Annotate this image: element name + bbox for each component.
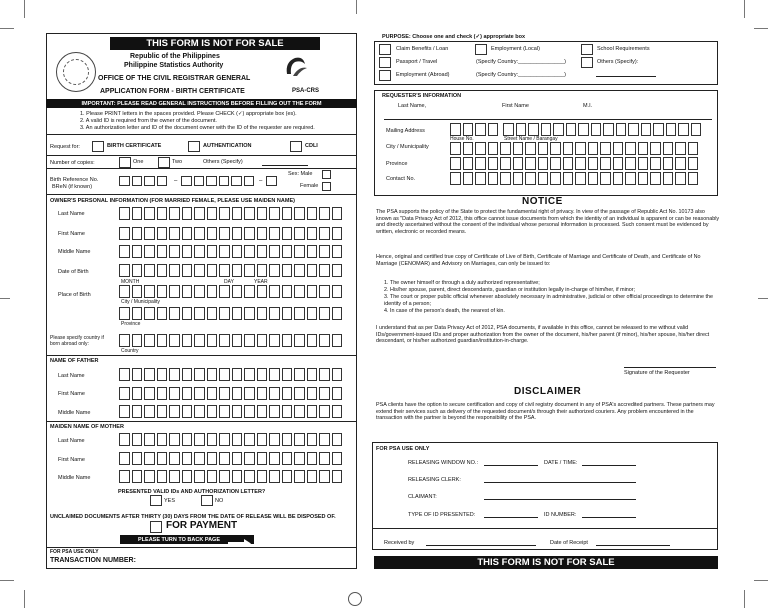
purpose-school-label: School Requirements xyxy=(597,46,650,52)
sex-male-label: Sex: Male xyxy=(288,171,313,177)
received-by-label: Received by xyxy=(384,540,415,546)
cdli-label: CDLI xyxy=(305,143,318,149)
instruction-3: 3. An authorization letter and ID of the document owner with the ID of the requester are required. xyxy=(80,125,315,131)
street-label: Street Name / Barangay xyxy=(504,136,558,142)
notice-item-1: 1. The owner himself or through a duly authorized representative; xyxy=(384,280,540,286)
owner-middle-name-boxes[interactable] xyxy=(119,245,344,258)
id-number-label: ID NUMBER: xyxy=(544,512,577,518)
birth-cert-checkbox[interactable] xyxy=(92,141,104,152)
notice-item-4: 4. In case of the person's death, the nearest of kin. xyxy=(384,308,505,314)
purpose-passport-country: (Specify Country:_______________) xyxy=(476,59,566,65)
office-text: OFFICE OF THE CIVIL REGISTRAR GENERAL xyxy=(98,75,251,82)
dob-month-label: MONTH xyxy=(121,279,140,285)
dob-boxes[interactable] xyxy=(119,264,344,277)
releasing-window-label: RELEASING WINDOW NO.: xyxy=(408,460,478,466)
purpose-claim-checkbox[interactable] xyxy=(379,44,391,55)
pob-country-boxes[interactable] xyxy=(119,334,344,347)
copies-label: Number of copies: xyxy=(50,160,95,166)
notice-paragraph-2: Hence, original and certified true copy of Certificate of Live of Birth, Certificate of Marriage and Certificate of Death, and Certificate of No Marriage (CENOMAR) and Advisory on Marriages, can only be issued to: xyxy=(376,254,701,267)
presented-no-label: NO xyxy=(215,498,224,504)
father-middle-label: Middle Name xyxy=(58,410,91,416)
house-no-label: House No. xyxy=(450,136,474,142)
psa-crs-logo-icon xyxy=(281,52,311,80)
authentication-checkbox[interactable] xyxy=(188,141,200,152)
notice-item-3: 3. The court or proper public official whenever absolutely necessary in administrative, judicial or other official proceedings to determine the identity of a person; xyxy=(384,294,714,307)
dob-label: Date of Birth xyxy=(58,269,89,275)
instruction-2: 2. A valid ID is required from the owner of the document. xyxy=(80,118,217,124)
owner-first-name-boxes[interactable] xyxy=(119,227,344,240)
mother-last-boxes[interactable] xyxy=(119,433,344,446)
form-code: PSA-CRS xyxy=(292,88,320,94)
notice-title: NOTICE xyxy=(522,196,563,207)
pob-label: Place of Birth xyxy=(58,292,91,298)
notice-item-2: 2. His/her spouse, parent, direct descendants, guardian or institution legally in-charge of him/her, if minor; xyxy=(384,287,636,293)
father-last-boxes[interactable] xyxy=(119,368,344,381)
psa-seal xyxy=(56,52,96,92)
bren-boxes-2[interactable] xyxy=(181,176,256,186)
for-payment-label: FOR PAYMENT xyxy=(166,520,238,531)
date-of-receipt-label: Date of Receipt xyxy=(550,540,588,546)
abroad-note-2: born abroad only: xyxy=(50,341,89,347)
mother-middle-label: Middle Name xyxy=(58,475,91,481)
dob-year-label: YEAR xyxy=(254,279,268,285)
purpose-passport-checkbox[interactable] xyxy=(379,57,391,68)
requester-title: REQUESTER'S INFORMATION xyxy=(382,93,462,99)
purpose-employment-abroad-checkbox[interactable] xyxy=(379,70,391,81)
purpose-others-checkbox[interactable] xyxy=(581,57,593,68)
pob-province-label: Province xyxy=(121,321,141,327)
requester-province-label: Province xyxy=(386,161,408,167)
owner-section-title: OWNER'S PERSONAL INFORMATION (FOR MARRIED FEMALE, PLEASE USE MAIDEN NAME) xyxy=(50,198,295,204)
requester-province-boxes[interactable] xyxy=(450,157,700,170)
registration-mark xyxy=(348,592,362,606)
pob-city-label: City / Municipality xyxy=(121,299,160,305)
copies-one-checkbox[interactable] xyxy=(119,157,131,168)
purpose-abroad-country: (Specify Country:_______________) xyxy=(476,72,566,78)
female-label: Female xyxy=(300,183,319,189)
purpose-claim-label: Claim Benefits / Loan xyxy=(396,46,449,52)
unclaimed-warning: UNCLAIMED DOCUMENTS AFTER THIRTY (30) DAYS FROM THE DATE OF RELEASE WILL BE DISPOSED OF. xyxy=(50,514,336,520)
father-section-title: NAME OF FATHER xyxy=(50,358,99,364)
pob-city-boxes[interactable] xyxy=(119,285,344,298)
contact-boxes[interactable] xyxy=(450,172,700,185)
purpose-employment-abroad-label: Employment (Abroad) xyxy=(396,72,450,78)
purpose-employment-local-checkbox[interactable] xyxy=(475,44,487,55)
abroad-note-1: Please specify country if xyxy=(50,335,104,341)
bren-label-2: BReN (if known) xyxy=(52,184,93,190)
purpose-passport-label: Passport / Travel xyxy=(396,59,438,65)
copies-others-label: Others (Specify) xyxy=(203,159,243,165)
owner-middle-name-label: Middle Name xyxy=(58,249,91,255)
purpose-employment-local-label: Employment (Local) xyxy=(491,46,540,52)
requester-first-label: First Name xyxy=(502,103,529,109)
requester-signature-label: Signature of the Requester xyxy=(624,370,690,376)
mother-middle-boxes[interactable] xyxy=(119,470,344,483)
house-no-boxes[interactable] xyxy=(450,123,500,136)
not-for-sale-bar-bottom: THIS FORM IS NOT FOR SALE xyxy=(374,556,718,569)
copies-two-checkbox[interactable] xyxy=(158,157,170,168)
purpose-title: PURPOSE: Choose one and check (✓) appropriate box xyxy=(382,34,526,40)
birth-cert-label: BIRTH CERTIFICATE xyxy=(107,143,162,149)
mailing-address-label: Mailing Address xyxy=(386,128,425,134)
mother-first-boxes[interactable] xyxy=(119,452,344,465)
father-middle-boxes[interactable] xyxy=(119,405,344,418)
presented-ids-question: PRESENTED VALID IDs AND AUTHORIZATION LETTER? xyxy=(118,489,266,495)
authentication-label: AUTHENTICATION xyxy=(203,143,252,149)
purpose-school-checkbox[interactable] xyxy=(581,44,593,55)
bren-label-1: Birth Reference No. xyxy=(50,177,99,183)
contact-label: Contact No. xyxy=(386,176,416,182)
arrow-right-icon xyxy=(228,535,252,553)
mother-last-label: Last Name xyxy=(58,438,85,444)
form-title: APPLICATION FORM - BIRTH CERTIFICATE xyxy=(100,88,245,95)
owner-last-name-label: Last Name xyxy=(58,211,85,217)
bren-boxes-1[interactable] xyxy=(119,176,169,186)
instruction-1: 1. Please PRINT letters in the spaces provided. Please CHECK (✓) appropriate box (es). xyxy=(80,111,297,117)
for-payment-checkbox[interactable] xyxy=(150,521,162,533)
mother-section-title: MAIDEN NAME OF MOTHER xyxy=(50,424,124,430)
dob-day-label: DAY xyxy=(224,279,234,285)
not-for-sale-bar-top: THIS FORM IS NOT FOR SALE xyxy=(110,37,320,50)
pob-country-label: Country xyxy=(121,348,139,354)
disclaimer-text: PSA clients have the option to secure certification and copy of civil registry document in any of PSA's accredited partners. These partners may extend their services such as delivery of the requested document/s through their authorized couriers. Any problem encountered in the transaction with the partner is beyond the responsibility of the PSA. xyxy=(376,402,715,422)
bren-boxes-3[interactable] xyxy=(266,176,279,186)
request-label: Request for: xyxy=(50,144,80,150)
disclaimer-title: DISCLAIMER xyxy=(514,386,582,397)
claimant-label: CLAIMANT: xyxy=(408,494,437,500)
transaction-number-label: TRANSACTION NUMBER: xyxy=(50,557,136,564)
owner-first-name-label: First Name xyxy=(58,231,85,237)
requester-city-boxes[interactable] xyxy=(450,142,700,155)
presented-yes-checkbox[interactable] xyxy=(150,495,162,506)
psa-use-right-title: FOR PSA USE ONLY xyxy=(376,446,430,452)
date-time-label: DATE / TIME: xyxy=(544,460,578,466)
id-type-label: TYPE OF ID PRESENTED: xyxy=(408,512,476,518)
psa-text: Philippine Statistics Authority xyxy=(124,62,224,69)
important-bar: IMPORTANT: PLEASE READ GENERAL INSTRUCTIONS BEFORE FILLING OUT THE FORM xyxy=(46,99,357,108)
notice-paragraph-3: I understand that as per Data Privacy Act of 2012, PSA documents, if available in this office, cannot be released to me without valid IDs/government-issued IDs and proper authorization from the owner of the document, his/her parent (if minor), his/her spouse, his/her direct descendant, or his/her authorized guardian/institution-in-charge. xyxy=(376,325,710,345)
street-boxes[interactable] xyxy=(503,123,703,136)
presented-no-checkbox[interactable] xyxy=(201,495,213,506)
pob-province-boxes[interactable] xyxy=(119,307,344,320)
requester-city-label: City / Municipality xyxy=(386,144,429,150)
psa-use-left-label: FOR PSA USE ONLY xyxy=(50,549,99,555)
copies-one-label: One xyxy=(133,159,144,165)
purpose-others-label: Others (Specify): xyxy=(597,59,639,65)
republic-text: Republic of the Philippines xyxy=(130,53,220,60)
female-checkbox[interactable] xyxy=(322,182,331,191)
requester-mi-label: M.I. xyxy=(583,103,593,109)
cdli-checkbox[interactable] xyxy=(290,141,302,152)
owner-last-name-boxes[interactable] xyxy=(119,207,344,220)
requester-last-label: Last Name, xyxy=(398,103,427,109)
mother-first-label: First Name xyxy=(58,457,85,463)
father-last-label: Last Name xyxy=(58,373,85,379)
copies-two-label: Two xyxy=(172,159,183,165)
notice-paragraph-1: The PSA supports the policy of the State to protect the fundamental right of privacy. In view of the passage of Republic Act No. 10173 also known as "Data Privacy Act of 2012, this office cannot issue documents from which the identity of an individual is apparent or can be reasonably and directly ascertained without the consent of the individual whose personal information is processed. Such consent must be evidenced by written, electronic or recorded means. xyxy=(376,209,720,235)
father-first-label: First Name xyxy=(58,391,85,397)
turn-page-bar: PLEASE TURN TO BACK PAGE xyxy=(120,535,254,544)
presented-yes-label: YES xyxy=(164,498,176,504)
releasing-clerk-label: RELEASING CLERK: xyxy=(408,477,461,483)
male-checkbox[interactable] xyxy=(322,170,331,179)
father-first-boxes[interactable] xyxy=(119,387,344,400)
